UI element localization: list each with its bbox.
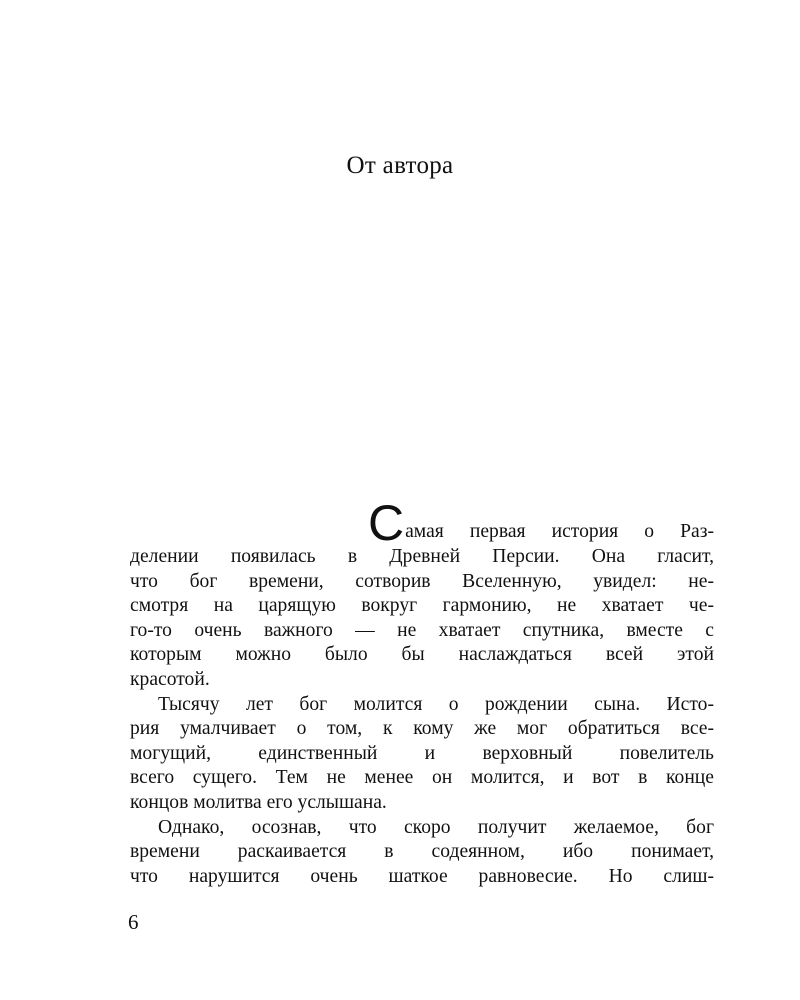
paragraph-1-line-1 bbox=[130, 495, 714, 552]
first-line-text: амая первая история о Раз- bbox=[405, 521, 714, 543]
paragraph-2-line-5: концов молитва его услышана. bbox=[130, 791, 387, 813]
paragraph-1-line-2: делении появилась в Древней Персии. Она гласит, bbox=[130, 546, 714, 567]
paragraph-3-line-2: времени раскаивается в содеянном, ибо понимает, bbox=[130, 841, 714, 863]
paragraph-3-line-3: что нарушится очень шаткое равновесие. Но слиш- bbox=[130, 865, 714, 887]
paragraph-2-line-2: рия умалчивает о том, к кому же мог обратиться все- bbox=[130, 718, 714, 740]
paragraph-1-line-6: которым можно было бы наслаждаться всей этой bbox=[130, 644, 714, 666]
paragraph-1-line-3: что бог времени, сотворив Вселенную, увидел: не- bbox=[130, 570, 714, 592]
paragraph-2-line-3: могущий, единственный и верховный повелитель bbox=[130, 742, 714, 764]
paragraph-1-line-5: го-то очень важного — не хватает спутника, вместе с bbox=[130, 619, 714, 641]
paragraph-2-line-1: Тысячу лет бог молится о рождении сына. Исто- bbox=[158, 693, 714, 715]
paragraph-2-line-4: всего сущего. Тем не менее он молится, и вот в конце bbox=[130, 767, 714, 789]
paragraph-1-line-4: смотря на царящую вокруг гармонию, не хватает че- bbox=[130, 595, 714, 617]
page-number: 6 bbox=[128, 910, 139, 934]
paragraph-1-line-7: красотой. bbox=[130, 668, 210, 690]
body-text bbox=[130, 497, 714, 889]
drop-cap: С bbox=[368, 495, 405, 552]
paragraph-3-line-1: Однако, осознав, что скоро получит желаемое, бог bbox=[158, 816, 714, 838]
chapter-title: От автора bbox=[346, 152, 454, 179]
first-line-content bbox=[368, 495, 714, 552]
